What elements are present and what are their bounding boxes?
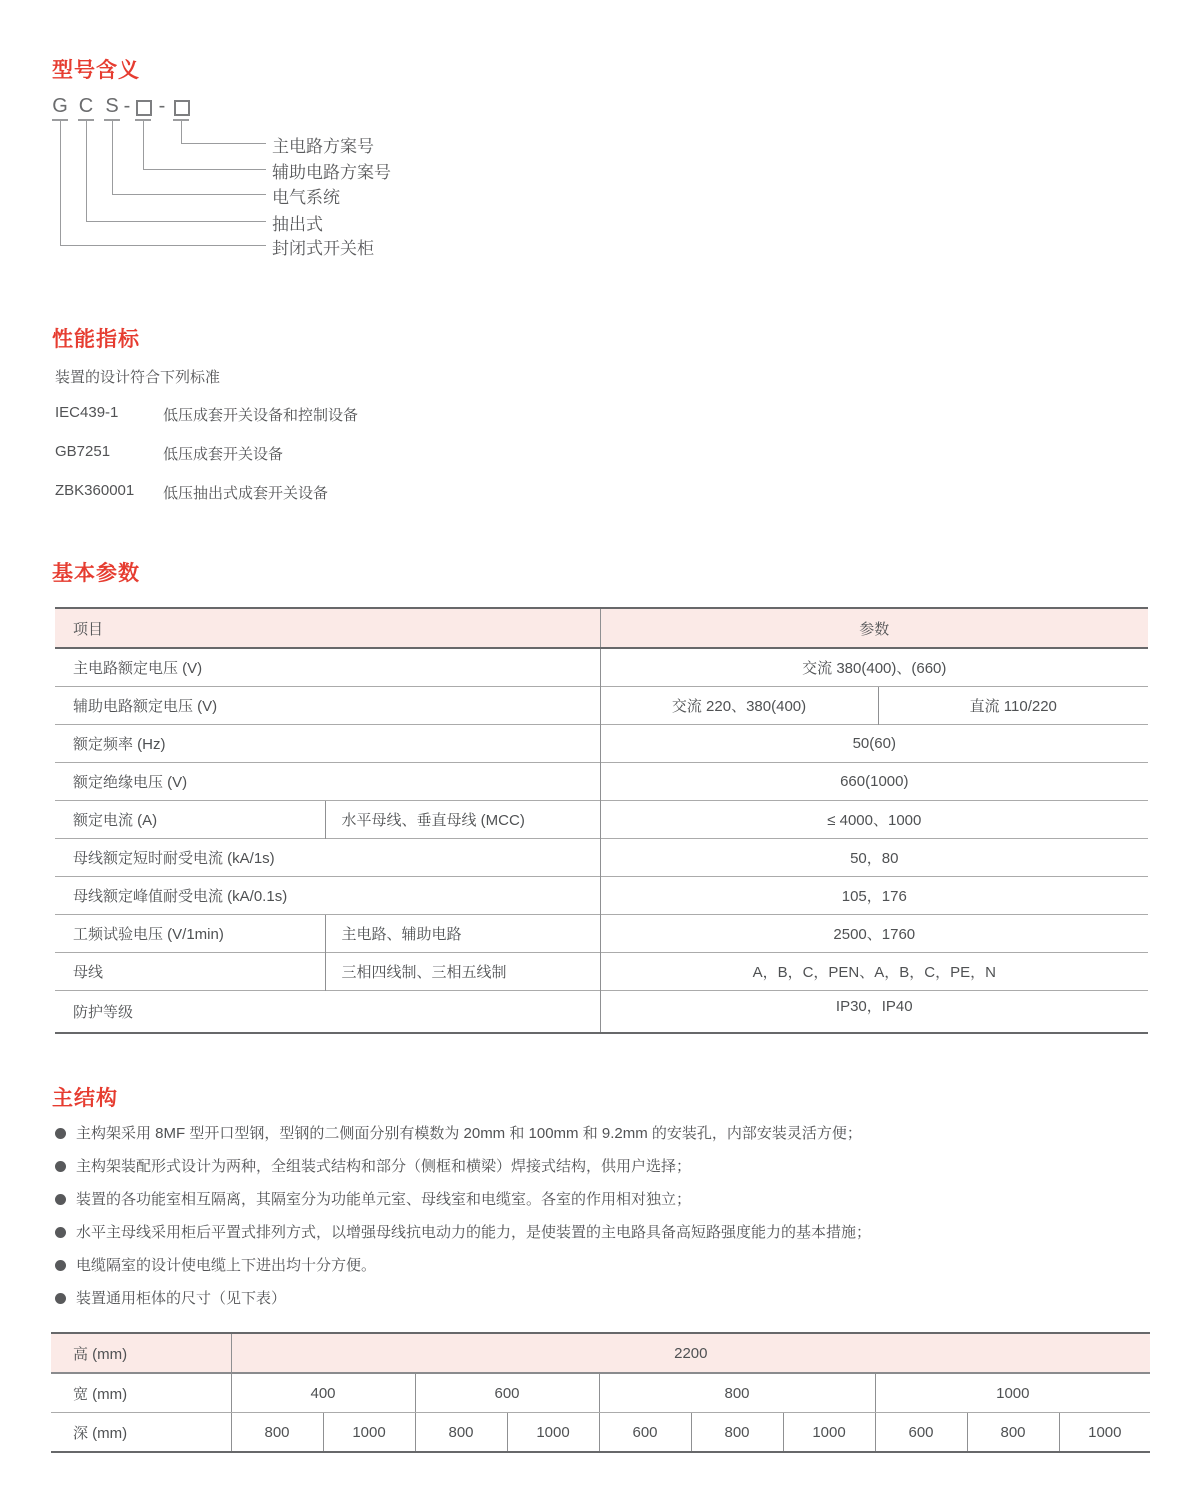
model-code-placeholder-box — [174, 100, 190, 116]
dim-height-row — [51, 1333, 1150, 1373]
diagram-label-main-circuit: 主电路方案号 — [272, 137, 374, 156]
param-sub-item: 水平母线、垂直母线 (MCC) — [325, 801, 600, 839]
table-row — [55, 687, 1148, 725]
header-cell-item: 项目 — [55, 608, 600, 648]
list-item — [55, 1289, 1155, 1308]
param-value: 660(1000) — [600, 763, 1148, 801]
table-row — [55, 763, 1148, 801]
list-item — [55, 1157, 1155, 1176]
dim-width-value: 1000 — [875, 1373, 1150, 1413]
dim-depth-value: 1000 — [507, 1413, 599, 1453]
section-title-performance: 性能指标 — [52, 328, 140, 351]
standard-item — [55, 404, 755, 425]
bullet-text: 电缆隔室的设计使电缆上下进出均十分方便。 — [76, 1257, 377, 1274]
param-value: 交流 220、380(400) — [600, 687, 878, 725]
param-value: 50(60) — [600, 725, 1148, 763]
param-value: 50，80 — [600, 839, 1148, 877]
param-item: 主电路额定电压 (V) — [73, 660, 203, 677]
bullet-text: 主构架采用 8MF 型开口型钢，型钢的二侧面分别有模数为 20mm 和 100mm 和 9.2mm 的安装孔，内部安装灵活方便； — [76, 1125, 862, 1142]
param-item: 额定电流 (A) — [55, 801, 325, 839]
list-item — [55, 1190, 1155, 1209]
dim-depth-value: 800 — [415, 1413, 507, 1453]
dim-width-row — [51, 1373, 1150, 1413]
standard-code: IEC439-1 — [55, 404, 119, 421]
table-row — [55, 801, 1148, 839]
bullet-icon — [55, 1161, 66, 1172]
dim-width-value: 400 — [231, 1373, 415, 1413]
standards-list — [55, 366, 755, 521]
param-item: 额定绝缘电压 (V) — [55, 763, 600, 801]
param-item: 母线额定短时耐受电流 (kA/1s) — [55, 839, 600, 877]
dim-depth-value: 1000 — [323, 1413, 415, 1453]
table-row — [55, 915, 1148, 953]
standard-item — [55, 443, 755, 464]
model-code-diagram — [0, 0, 1200, 270]
bullet-icon — [55, 1227, 66, 1238]
model-code-placeholder-box — [136, 100, 152, 116]
bullet-icon — [55, 1128, 66, 1139]
param-value: 105，176 — [600, 877, 1148, 915]
bullet-text: 装置的各功能室相互隔离，其隔室分为功能单元室、母线室和电缆室。各室的作用相对独立； — [76, 1191, 692, 1208]
table-header-row — [55, 608, 1148, 648]
param-value: A，B，C，PEN、A，B，C，PE，N — [600, 953, 1148, 991]
table-row — [55, 991, 1148, 1034]
dim-depth-value: 1000 — [1059, 1413, 1150, 1453]
table-row — [55, 725, 1148, 763]
bullet-icon — [55, 1194, 66, 1205]
param-sub-item: 主电路、辅助电路 — [325, 915, 600, 953]
param-value-2: 直流 110/220 — [878, 687, 1148, 725]
main-structure-list — [55, 1124, 1155, 1322]
section-title-basic-params: 基本参数 — [52, 562, 140, 585]
dim-depth-value: 1000 — [783, 1413, 875, 1453]
param-item: 工频试验电压 (V/1min) — [55, 915, 325, 953]
param-value: 2500、1760 — [600, 915, 1148, 953]
diagram-label-elec-system: 电气系统 — [272, 188, 340, 207]
header-cell-param: 参数 — [600, 608, 1148, 648]
model-code-dash: - — [158, 95, 166, 117]
param-value: IP30，IP40 — [600, 991, 1148, 1034]
dim-depth-value: 800 — [231, 1413, 323, 1453]
list-item — [55, 1256, 1155, 1275]
cabinet-dimensions-table — [51, 1332, 1150, 1453]
dim-depth-value: 800 — [691, 1413, 783, 1453]
dim-depth-row — [51, 1413, 1150, 1453]
section-title-model-meaning: 型号含义 — [52, 59, 140, 82]
dim-height-value: 2200 — [231, 1333, 1150, 1373]
dim-width-value: 800 — [599, 1373, 875, 1413]
bullet-icon — [55, 1260, 66, 1271]
dim-depth-label: 深 (mm) — [73, 1424, 128, 1442]
param-sub-item: 三相四线制、三相五线制 — [325, 953, 600, 991]
connector-line — [60, 121, 266, 246]
dim-depth-value: 600 — [875, 1413, 967, 1453]
table-row — [55, 953, 1148, 991]
standard-desc: 低压成套开关设备 — [163, 446, 284, 463]
bullet-text: 水平主母线采用柜后平置式排列方式，以增强母线抗电动力的能力，是使装置的主电路具备高短路强度能力的基本措施； — [76, 1224, 872, 1241]
table-row — [55, 877, 1148, 915]
bullet-icon — [55, 1293, 66, 1304]
standard-desc: 低压抽出式成套开关设备 — [163, 485, 329, 502]
model-code-letter-g: G — [52, 95, 68, 117]
param-item: 母线额定峰值耐受电流 (kA/0.1s) — [55, 877, 600, 915]
standard-code: GB7251 — [55, 443, 111, 460]
list-item — [55, 1223, 1155, 1242]
dim-width-label: 宽 (mm) — [51, 1373, 231, 1413]
param-value: 交流 380(400)、(660) — [600, 648, 1148, 687]
list-item — [55, 1124, 1155, 1143]
param-item: 额定频率 (Hz) — [55, 725, 600, 763]
param-item: 辅助电路额定电压 (V) — [55, 687, 600, 725]
model-code-dash: - — [123, 95, 131, 117]
standard-desc: 低压成套开关设备和控制设备 — [163, 407, 359, 424]
model-code-letter-c: C — [78, 95, 94, 117]
table-row — [55, 839, 1148, 877]
standard-code: ZBK360001 — [55, 482, 135, 499]
model-code-letter-s: S — [105, 95, 119, 117]
param-item: 防护等级 — [55, 991, 600, 1034]
param-value: ≤ 4000、1000 — [600, 801, 1148, 839]
diagram-label-withdrawable: 抽出式 — [272, 215, 323, 234]
table-row — [55, 648, 1148, 687]
diagram-label-aux-circuit: 辅助电路方案号 — [272, 163, 391, 182]
dim-width-value: 600 — [415, 1373, 599, 1413]
standards-intro: 装置的设计符合下列标准 — [55, 369, 221, 386]
diagram-label-enclosed-cabinet: 封闭式开关柜 — [272, 239, 374, 258]
dim-depth-value: 600 — [599, 1413, 691, 1453]
dim-depth-value: 800 — [967, 1413, 1059, 1453]
param-item: 母线 — [55, 953, 325, 991]
standard-item — [55, 482, 755, 503]
bullet-text: 装置通用柜体的尺寸（见下表） — [76, 1290, 287, 1307]
basic-params-table — [55, 607, 1148, 1034]
bullet-text: 主构架装配形式设计为两种，全组装式结构和部分（侧框和横梁）焊接式结构，供用户选择； — [76, 1158, 692, 1175]
dim-height-label: 高 (mm) — [51, 1333, 231, 1373]
section-title-main-structure: 主结构 — [52, 1087, 118, 1110]
